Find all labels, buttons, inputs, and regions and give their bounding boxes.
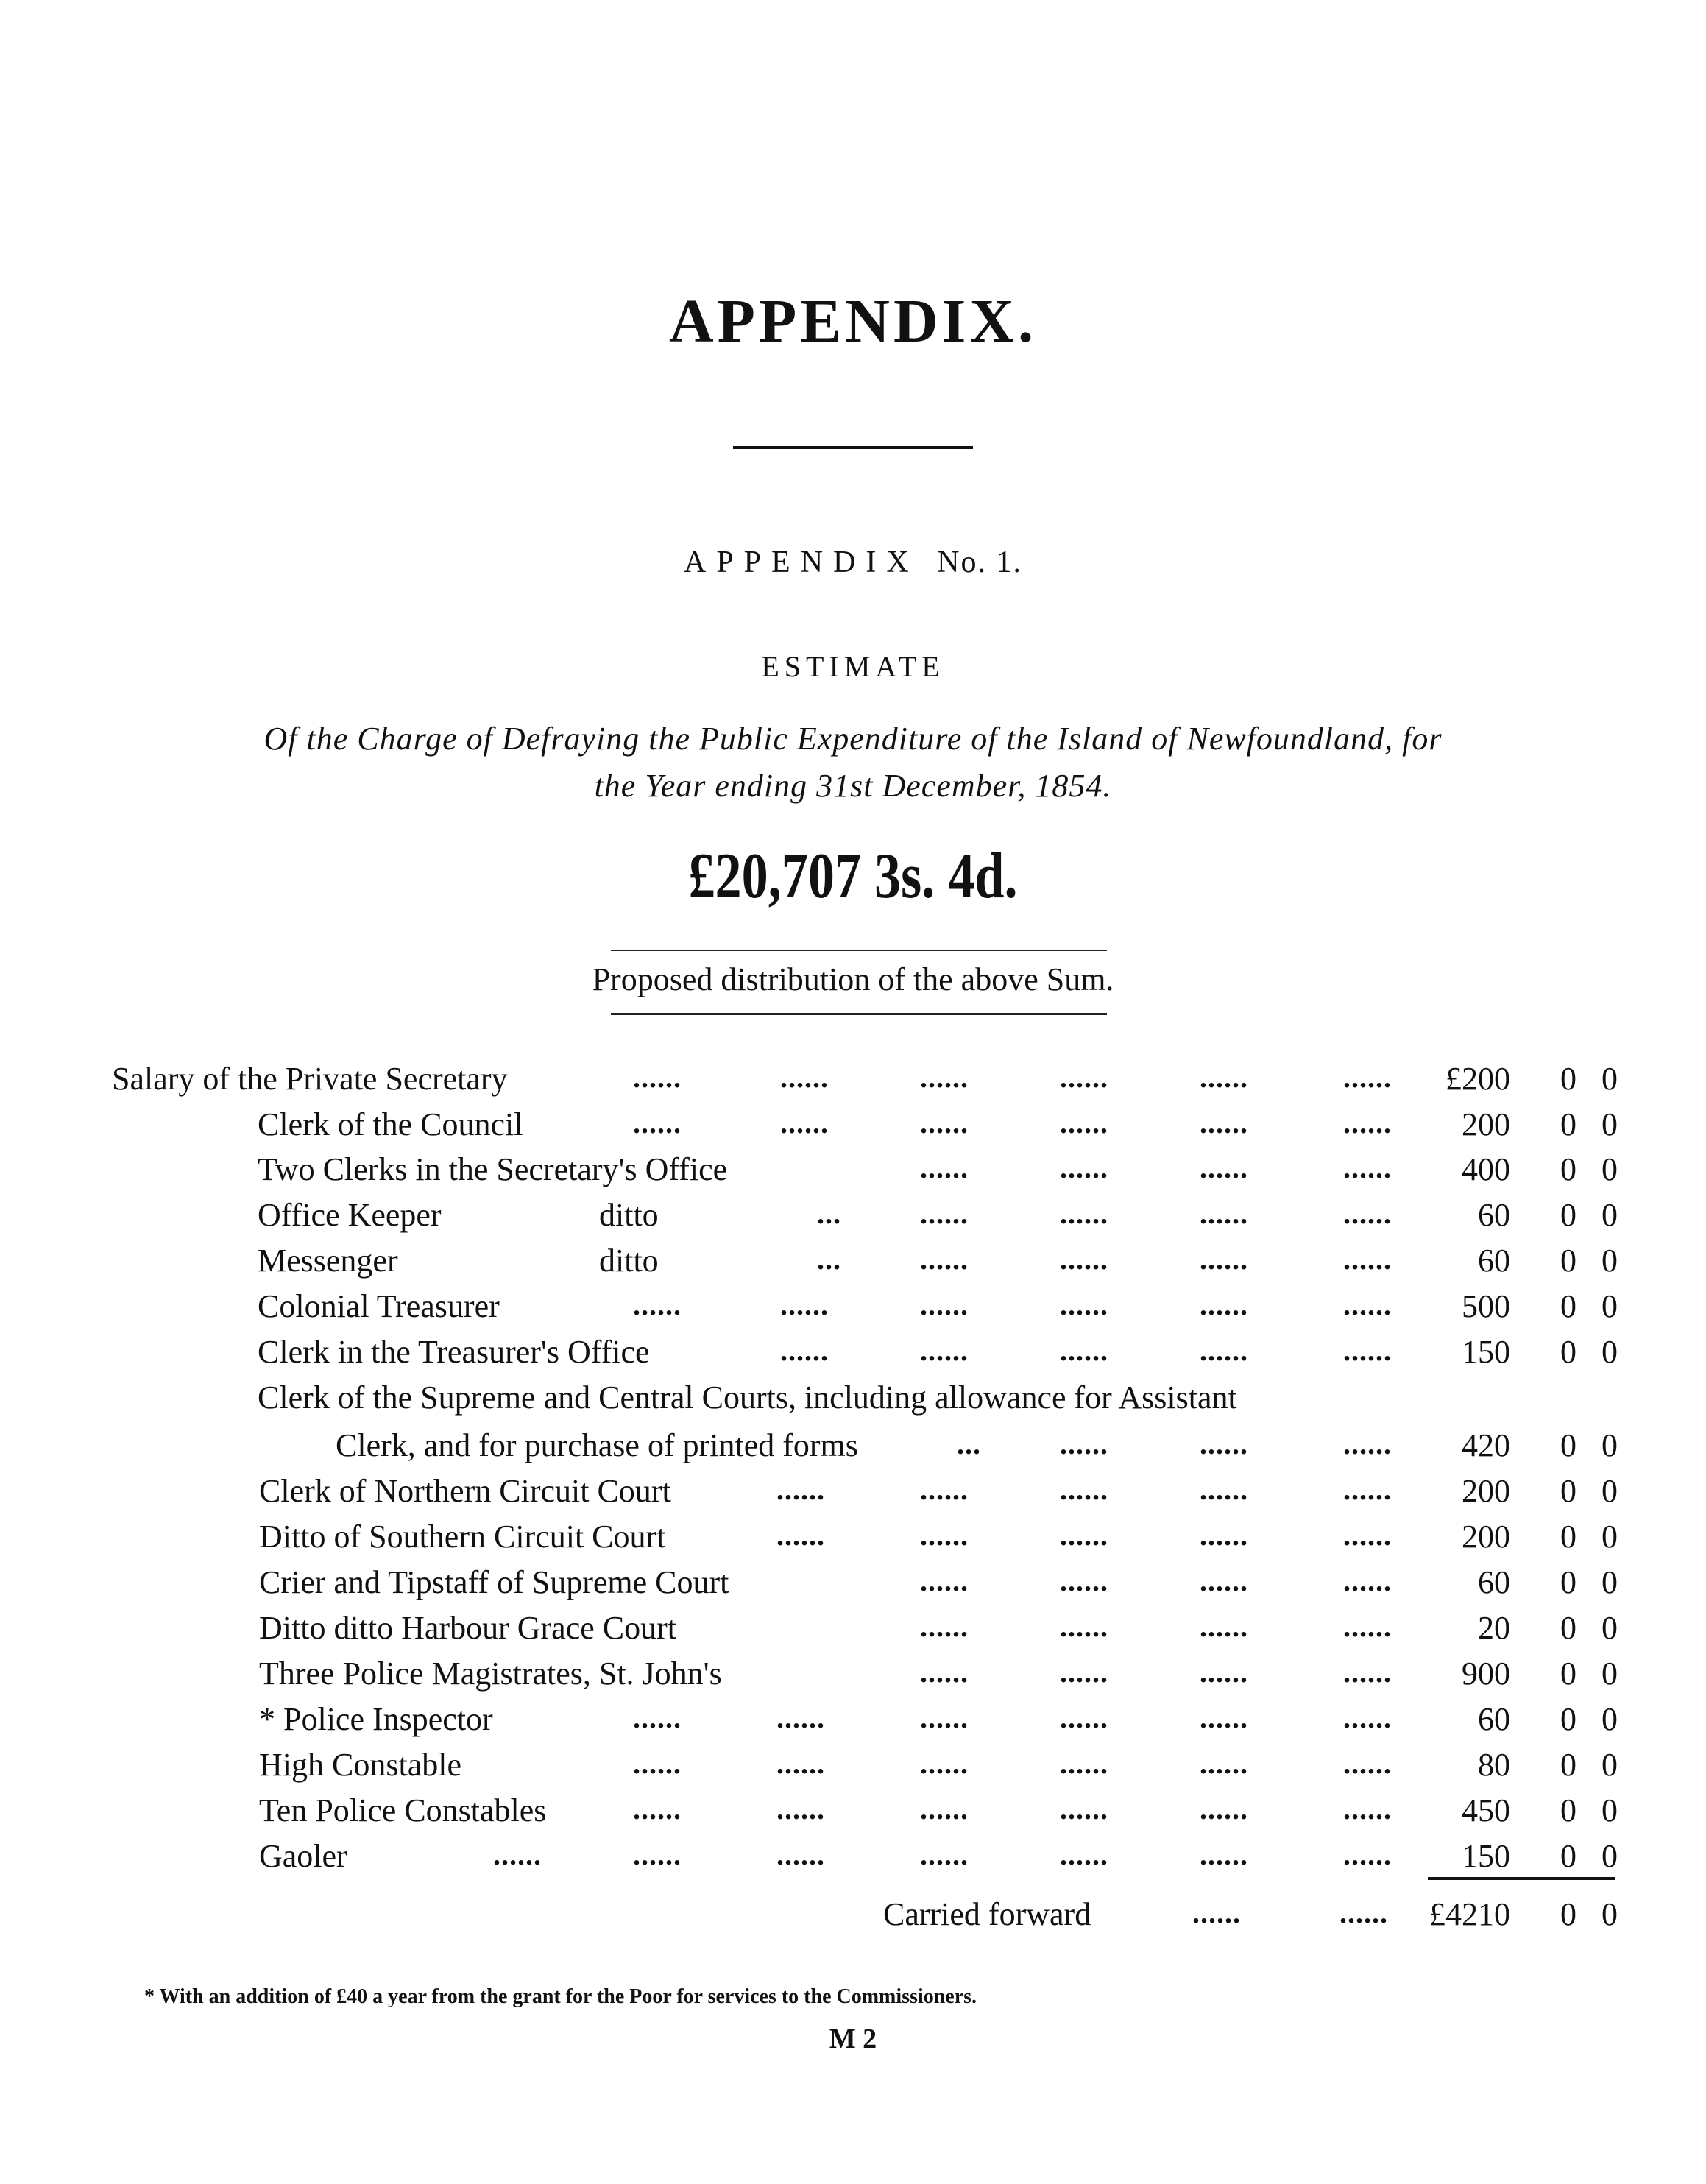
row-pounds: 500 (1462, 1288, 1510, 1324)
dot-leader: ...... (1200, 1197, 1248, 1230)
row-pounds: 400 (1462, 1151, 1510, 1187)
dot-leader: ...... (1060, 1655, 1108, 1689)
table-row (0, 1151, 1706, 1195)
dot-leader: ...... (1060, 1564, 1108, 1597)
dot-leader: ...... (1060, 1838, 1108, 1871)
dot-leader: ...... (1343, 1564, 1392, 1597)
dot-leader: ...... (1343, 1747, 1392, 1780)
row-pounds: 200 (1462, 1519, 1510, 1555)
dot-leader: ...... (920, 1838, 969, 1871)
dot-leader: ...... (776, 1519, 825, 1552)
row-label: Clerk of the Council (258, 1106, 523, 1142)
dot-leader: ...... (920, 1106, 969, 1139)
row-label: Clerk in the Treasurer's Office (258, 1334, 650, 1370)
dot-leader: ...... (1060, 1243, 1108, 1276)
dot-leader: ...... (633, 1747, 682, 1780)
dot-leader: ...... (776, 1838, 825, 1871)
dot-leader: ...... (1343, 1427, 1392, 1460)
dot-leader: ...... (1200, 1427, 1248, 1460)
row-shillings: 0 (1560, 1288, 1576, 1324)
dot-leader: ...... (1200, 1334, 1248, 1367)
dot-leader: ...... (1060, 1610, 1108, 1643)
appendix-no: No. 1. (937, 545, 1023, 579)
dot-leader: ...... (920, 1197, 969, 1230)
row-pounds: 20 (1478, 1610, 1510, 1646)
row-label: Salary of the Private Secretary (112, 1061, 508, 1097)
row-pence: 0 (1601, 1197, 1618, 1233)
dot-leader: ...... (1343, 1792, 1392, 1826)
dot-leader: ...... (633, 1701, 682, 1734)
table-row (0, 1700, 1706, 1745)
row-pence: 0 (1601, 1288, 1618, 1324)
dot-leader: ...... (1200, 1747, 1248, 1780)
dot-leader: ...... (1343, 1334, 1392, 1367)
row-pence: 0 (1601, 1610, 1618, 1646)
dot-leader: ...... (920, 1061, 969, 1094)
row-shillings: 0 (1560, 1151, 1576, 1187)
row-shillings: 0 (1560, 1701, 1576, 1737)
dot-leader: ...... (1200, 1106, 1248, 1139)
dot-leader: ... (817, 1197, 841, 1230)
dot-leader: ...... (1200, 1655, 1248, 1689)
page-heading: APPENDIX. (669, 287, 1037, 356)
dot-leader: ...... (1200, 1564, 1248, 1597)
dot-leader: ...... (1200, 1610, 1248, 1643)
row-pence: 0 (1601, 1334, 1618, 1370)
table-row (0, 1379, 1706, 1423)
dot-leader: ...... (1060, 1106, 1108, 1139)
dot-leader: ...... (1339, 1896, 1388, 1929)
row-pounds: 200 (1462, 1106, 1510, 1142)
total-rule (1428, 1877, 1615, 1880)
row-pence: 0 (1601, 1106, 1618, 1142)
row-label: Office Keeper (258, 1197, 442, 1233)
row-shillings: 0 (1560, 1334, 1576, 1370)
row-shillings: 0 (1560, 1610, 1576, 1646)
dot-leader: ...... (920, 1151, 969, 1184)
dot-leader: ...... (1060, 1288, 1108, 1321)
dot-leader: ...... (1060, 1197, 1108, 1230)
dot-leader: ...... (1343, 1288, 1392, 1321)
table-row (0, 1242, 1706, 1286)
row-label: Colonial Treasurer (258, 1288, 500, 1324)
row-pence: 0 (1601, 1792, 1618, 1828)
table-row (0, 1060, 1706, 1104)
dot-leader: ...... (920, 1519, 969, 1552)
dot-leader: ...... (920, 1655, 969, 1689)
row-ditto: ditto (599, 1243, 659, 1279)
table-row (0, 1746, 1706, 1790)
dot-leader: ...... (920, 1473, 969, 1506)
row-pounds: 60 (1478, 1197, 1510, 1233)
row-pence: 0 (1601, 1519, 1618, 1555)
row-pence: 0 (1601, 1747, 1618, 1783)
table-row (0, 1472, 1706, 1516)
dot-leader: ...... (633, 1106, 682, 1139)
dot-leader: ...... (1343, 1151, 1392, 1184)
row-pounds: 60 (1478, 1243, 1510, 1279)
dot-leader: ...... (1060, 1334, 1108, 1367)
row-pounds: 150 (1462, 1838, 1510, 1874)
row-label: Ditto of Southern Circuit Court (259, 1519, 666, 1555)
table-row (0, 1427, 1706, 1471)
appendix-word: APPENDIX (683, 545, 919, 579)
row-shillings: 0 (1560, 1106, 1576, 1142)
row-pence: 0 (1601, 1701, 1618, 1737)
dot-leader: ...... (1200, 1243, 1248, 1276)
row-label: Clerk of the Supreme and Central Courts, including allowance for Assistant (258, 1379, 1237, 1416)
dot-leader: ...... (1060, 1061, 1108, 1094)
row-label: Gaoler (259, 1838, 347, 1874)
row-shillings: 0 (1560, 1197, 1576, 1233)
dot-leader: ...... (633, 1838, 682, 1871)
dot-leader: ...... (1343, 1106, 1392, 1139)
row-pounds: 60 (1478, 1564, 1510, 1600)
table-row (0, 1106, 1706, 1150)
dot-leader: ...... (920, 1610, 969, 1643)
dot-leader: ...... (780, 1334, 829, 1367)
row-pounds: 200 (1462, 1473, 1510, 1509)
dot-leader: ...... (1060, 1792, 1108, 1826)
row-pounds: 450 (1462, 1792, 1510, 1828)
table-row (0, 1837, 1706, 1881)
dot-leader: ...... (920, 1288, 969, 1321)
dot-leader: ...... (1060, 1519, 1108, 1552)
dot-leader: ...... (1343, 1838, 1392, 1871)
dot-leader: ...... (1343, 1243, 1392, 1276)
dot-leader: ...... (1343, 1610, 1392, 1643)
row-shillings: 0 (1560, 1564, 1576, 1600)
table-row (0, 1609, 1706, 1653)
carried-forward-pence: 0 (1601, 1896, 1618, 1932)
carried-forward-label: Carried forward (883, 1896, 1091, 1932)
dot-leader: ...... (1060, 1701, 1108, 1734)
dot-leader: ... (957, 1427, 981, 1460)
dot-leader: ...... (1200, 1792, 1248, 1826)
dot-leader: ...... (633, 1288, 682, 1321)
table-row (0, 1333, 1706, 1377)
row-label: High Constable (259, 1747, 461, 1783)
row-shillings: 0 (1560, 1838, 1576, 1874)
dot-leader: ...... (776, 1792, 825, 1826)
dot-leader: ...... (1060, 1747, 1108, 1780)
row-shillings: 0 (1560, 1427, 1576, 1463)
row-label: Crier and Tipstaff of Supreme Court (259, 1564, 729, 1600)
estimate-title: ESTIMATE (761, 650, 945, 683)
dot-leader: ...... (1343, 1655, 1392, 1689)
table-row (0, 1563, 1706, 1608)
row-shillings: 0 (1560, 1655, 1576, 1692)
dot-leader: ...... (633, 1792, 682, 1826)
dot-leader: ...... (920, 1747, 969, 1780)
row-label: Ditto ditto Harbour Grace Court (259, 1610, 676, 1646)
dot-leader: ...... (920, 1334, 969, 1367)
row-pounds: 80 (1478, 1747, 1510, 1783)
dot-leader: ...... (633, 1061, 682, 1094)
row-label: * Police Inspector (259, 1701, 493, 1737)
proposed-distribution: Proposed distribution of the above Sum. (592, 961, 1114, 997)
row-label: Messenger (258, 1243, 398, 1279)
row-shillings: 0 (1560, 1473, 1576, 1509)
row-pence: 0 (1601, 1473, 1618, 1509)
dot-leader: ...... (1200, 1061, 1248, 1094)
dot-leader: ...... (1192, 1896, 1241, 1929)
row-label: Two Clerks in the Secretary's Office (258, 1151, 728, 1187)
row-pence: 0 (1601, 1243, 1618, 1279)
description-line-1: Of the Charge of Defraying the Public Expenditure of the Island of Newfoundland, for (263, 721, 1443, 757)
row-pounds: 60 (1478, 1701, 1510, 1737)
dot-leader: ...... (1200, 1288, 1248, 1321)
row-shillings: 0 (1560, 1243, 1576, 1279)
dot-leader: ...... (1200, 1519, 1248, 1552)
row-label: Three Police Magistrates, St. John's (259, 1655, 722, 1692)
row-shillings: 0 (1560, 1792, 1576, 1828)
dot-leader: ...... (1200, 1701, 1248, 1734)
carried-forward-pounds: £4210 (1429, 1896, 1510, 1932)
dot-leader: ...... (776, 1473, 825, 1506)
dot-leader: ...... (776, 1701, 825, 1734)
dot-leader: ...... (780, 1106, 829, 1139)
row-pence: 0 (1601, 1427, 1618, 1463)
table-row (0, 1792, 1706, 1836)
row-label: Clerk, and for purchase of printed forms (336, 1427, 858, 1463)
description-line-2: the Year ending 31st December, 1854. (594, 768, 1112, 804)
row-shillings: 0 (1560, 1519, 1576, 1555)
dot-leader: ...... (1343, 1061, 1392, 1094)
row-pounds: 150 (1462, 1334, 1510, 1370)
row-shillings: 0 (1560, 1061, 1576, 1097)
row-pence: 0 (1601, 1151, 1618, 1187)
row-ditto: ditto (599, 1197, 659, 1233)
row-pounds: £200 (1445, 1061, 1510, 1097)
dot-leader: ...... (1060, 1151, 1108, 1184)
dot-leader: ...... (1343, 1473, 1392, 1506)
dot-leader: ...... (493, 1838, 542, 1871)
row-pounds: 420 (1462, 1427, 1510, 1463)
dot-leader: ...... (1060, 1427, 1108, 1460)
table-row (0, 1518, 1706, 1562)
table-row (0, 1196, 1706, 1240)
row-label: Clerk of Northern Circuit Court (259, 1473, 671, 1509)
dot-leader: ... (817, 1243, 841, 1276)
total-sum: £20,707 3s. 4d. (688, 841, 1018, 912)
dot-leader: ...... (920, 1792, 969, 1826)
dot-leader: ...... (920, 1243, 969, 1276)
row-pence: 0 (1601, 1655, 1618, 1692)
row-label: Ten Police Constables (259, 1792, 547, 1828)
dot-leader: ...... (920, 1701, 969, 1734)
folio: M 2 (829, 2024, 877, 2054)
footnote: * With an addition of £40 a year from the grant for the Poor for services to the Commissioners. (144, 1985, 977, 2008)
row-shillings: 0 (1560, 1747, 1576, 1783)
dot-leader: ...... (1343, 1519, 1392, 1552)
dot-leader: ...... (1200, 1151, 1248, 1184)
row-pence: 0 (1601, 1564, 1618, 1600)
dot-leader: ...... (1343, 1701, 1392, 1734)
table-row (0, 1287, 1706, 1332)
row-pence: 0 (1601, 1838, 1618, 1874)
dot-leader: ...... (1200, 1838, 1248, 1871)
dot-leader: ...... (1343, 1197, 1392, 1230)
dot-leader: ...... (776, 1747, 825, 1780)
carried-forward-row (0, 1895, 1706, 1940)
carried-forward-shillings: 0 (1560, 1896, 1576, 1932)
dot-leader: ...... (780, 1288, 829, 1321)
dot-leader: ...... (780, 1061, 829, 1094)
dot-leader: ...... (1060, 1473, 1108, 1506)
row-pounds: 900 (1462, 1655, 1510, 1692)
dot-leader: ...... (920, 1564, 969, 1597)
row-pence: 0 (1601, 1061, 1618, 1097)
table-row (0, 1655, 1706, 1699)
dot-leader: ...... (1200, 1473, 1248, 1506)
